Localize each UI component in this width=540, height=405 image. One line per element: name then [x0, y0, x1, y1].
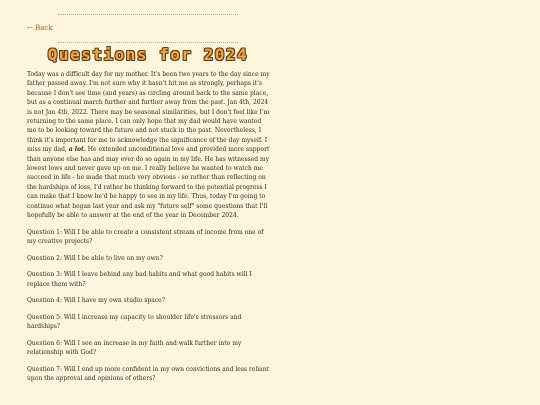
question-4: Question 4: Will I have my own studio space? [27, 297, 165, 305]
question-7: Question 7: Will I end up more confident in my own convictions and less reliant upon the approval and opinions of others? [27, 365, 270, 383]
back-link[interactable]: ← Back [27, 24, 53, 32]
intro-emphasis: a lot. [68, 146, 86, 154]
intro-text-part2: He extended unconditional love and provided more support than anyone else has and may ever do so again in my life. He has witnessed my lowest lows and never gave up on me. I really believe he wanted to watch me succeed in life - he made that much very obvious - so rather than reflecting on the hardships of loss, I'd rather be thinking forward to the potential progress I can make that I know he'd be happy to see in my life. Thus, today I'm going to continue what began last year and ask my "future self" some questions that I'll hopefully be able to answer at the end of the year in December 2024. [27, 146, 270, 220]
intro-text-part1: Today was a difficult day for my mother. It's been two years to the day since my father passed away. I'm not sure why it hasn't hit me as strongly, perhaps it's because I don't see time (and years) as circling around back to the same place, but as a continual march further and further away from the past. Jan 4th, 2024 is not Jan 4th, 2022. There may be seasonal similarities, but I don't feel like I'm returning to the same place. I can only hope that my dad would have wanted me to be looking toward the future and not stuck in the past. Nevertheless, I think it's important for me to acknowledge the significance of the day myself. I miss my dad, [27, 71, 270, 154]
question-6: Question 6: Will I see an increase in my faith and walk further into my relationship with God? [27, 339, 242, 357]
page-title: Questions for 2024 [47, 45, 249, 64]
question-3: Question 3: Will I leave behind any bad habits and what good habits will I replace them with? [27, 271, 252, 288]
title-divider [58, 42, 238, 43]
question-5: Question 5: Will I increase my capacity to shoulder life's stressors and hardships? [27, 313, 242, 331]
question-1: Question 1: Will I be able to create a consistent stream of income from one of my creative projects? [27, 228, 264, 246]
question-2: Question 2: Will I be able to live on my own? [27, 254, 163, 262]
post-body [27, 70, 272, 391]
intro-paragraph [27, 70, 272, 221]
top-divider [58, 14, 238, 15]
